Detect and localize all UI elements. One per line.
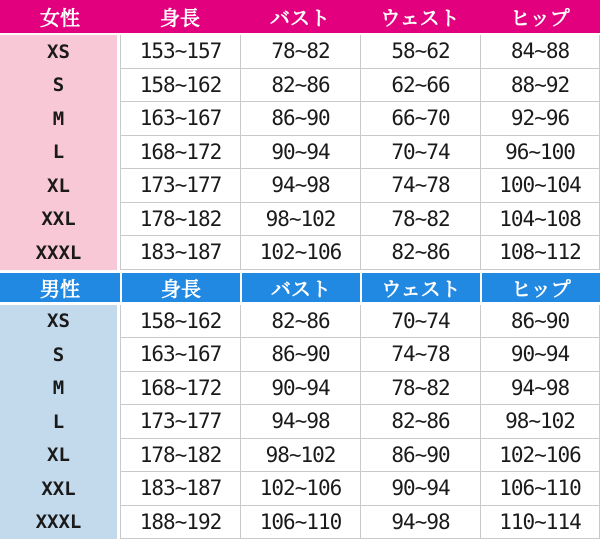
measurement-cell: 90∼94	[480, 338, 600, 372]
measurement-cell: 82∼86	[360, 405, 480, 439]
women-col-header-height: 身長	[120, 0, 240, 35]
men-col-header-bust: バスト	[240, 270, 360, 305]
size-label: XXXL	[0, 236, 120, 270]
men-section-label: 男性	[0, 270, 120, 305]
men-row-l	[0, 405, 600, 439]
measurement-cell: 86∼90	[240, 338, 360, 372]
size-label: L	[0, 405, 120, 439]
measurement-cell: 102∼106	[240, 472, 360, 506]
measurement-cell: 78∼82	[240, 35, 360, 69]
measurement-cell: 96∼100	[480, 136, 600, 170]
women-row-s	[0, 69, 600, 103]
measurement-cell: 158∼162	[120, 305, 240, 339]
measurement-cell: 74∼78	[360, 169, 480, 203]
measurement-cell: 86∼90	[480, 305, 600, 339]
men-row-xs	[0, 305, 600, 339]
measurement-cell: 86∼90	[240, 102, 360, 136]
measurement-cell: 70∼74	[360, 305, 480, 339]
measurement-cell: 94∼98	[240, 405, 360, 439]
size-label: M	[0, 372, 120, 406]
men-col-header-height: 身長	[120, 270, 240, 305]
measurement-cell: 173∼177	[120, 405, 240, 439]
size-label: M	[0, 102, 120, 136]
size-label: S	[0, 338, 120, 372]
women-row-m	[0, 102, 600, 136]
measurement-cell: 66∼70	[360, 102, 480, 136]
measurement-cell: 102∼106	[240, 236, 360, 270]
measurement-cell: 163∼167	[120, 102, 240, 136]
measurement-cell: 104∼108	[480, 203, 600, 237]
measurement-cell: 78∼82	[360, 372, 480, 406]
women-header-row	[0, 0, 600, 35]
measurement-cell: 58∼62	[360, 35, 480, 69]
measurement-cell: 173∼177	[120, 169, 240, 203]
women-col-header-hip: ヒップ	[480, 0, 600, 35]
men-header-row	[0, 270, 600, 305]
measurement-cell: 98∼102	[240, 203, 360, 237]
measurement-cell: 102∼106	[480, 439, 600, 473]
measurement-cell: 74∼78	[360, 338, 480, 372]
size-label: XXL	[0, 472, 120, 506]
measurement-cell: 62∼66	[360, 69, 480, 103]
size-label: XL	[0, 439, 120, 473]
measurement-cell: 188∼192	[120, 506, 240, 540]
measurement-cell: 78∼82	[360, 203, 480, 237]
measurement-cell: 98∼102	[480, 405, 600, 439]
measurement-cell: 88∼92	[480, 69, 600, 103]
measurement-cell: 82∼86	[240, 69, 360, 103]
measurement-cell: 100∼104	[480, 169, 600, 203]
measurement-cell: 84∼88	[480, 35, 600, 69]
men-row-xxl	[0, 472, 600, 506]
size-label: XXL	[0, 203, 120, 237]
measurement-cell: 90∼94	[360, 472, 480, 506]
men-col-header-hip: ヒップ	[480, 270, 600, 305]
measurement-cell: 168∼172	[120, 136, 240, 170]
measurement-cell: 106∼110	[240, 506, 360, 540]
men-row-m	[0, 372, 600, 406]
measurement-cell: 110∼114	[480, 506, 600, 540]
size-label: XS	[0, 305, 120, 339]
size-label: L	[0, 136, 120, 170]
women-section-label: 女性	[0, 0, 120, 35]
men-row-xl	[0, 439, 600, 473]
women-row-xxl	[0, 203, 600, 237]
women-col-header-waist: ウェスト	[360, 0, 480, 35]
measurement-cell: 90∼94	[240, 136, 360, 170]
measurement-cell: 178∼182	[120, 203, 240, 237]
measurement-cell: 178∼182	[120, 439, 240, 473]
measurement-cell: 82∼86	[240, 305, 360, 339]
measurement-cell: 70∼74	[360, 136, 480, 170]
men-row-xxxl	[0, 506, 600, 540]
men-col-header-waist: ウェスト	[360, 270, 480, 305]
measurement-cell: 82∼86	[360, 236, 480, 270]
measurement-cell: 108∼112	[480, 236, 600, 270]
women-col-header-bust: バスト	[240, 0, 360, 35]
women-row-l	[0, 136, 600, 170]
measurement-cell: 94∼98	[360, 506, 480, 540]
measurement-cell: 106∼110	[480, 472, 600, 506]
measurement-cell: 163∼167	[120, 338, 240, 372]
measurement-cell: 153∼157	[120, 35, 240, 69]
measurement-cell: 90∼94	[240, 372, 360, 406]
women-row-xs	[0, 35, 600, 69]
men-row-s	[0, 338, 600, 372]
measurement-cell: 94∼98	[480, 372, 600, 406]
measurement-cell: 158∼162	[120, 69, 240, 103]
size-label: XXXL	[0, 506, 120, 540]
size-label: XS	[0, 35, 120, 69]
measurement-cell: 86∼90	[360, 439, 480, 473]
women-row-xxxl	[0, 236, 600, 270]
measurement-cell: 94∼98	[240, 169, 360, 203]
measurement-cell: 168∼172	[120, 372, 240, 406]
size-label: S	[0, 69, 120, 103]
measurement-cell: 98∼102	[240, 439, 360, 473]
measurement-cell: 183∼187	[120, 472, 240, 506]
measurement-cell: 92∼96	[480, 102, 600, 136]
size-label: XL	[0, 169, 120, 203]
women-row-xl	[0, 169, 600, 203]
measurement-cell: 183∼187	[120, 236, 240, 270]
